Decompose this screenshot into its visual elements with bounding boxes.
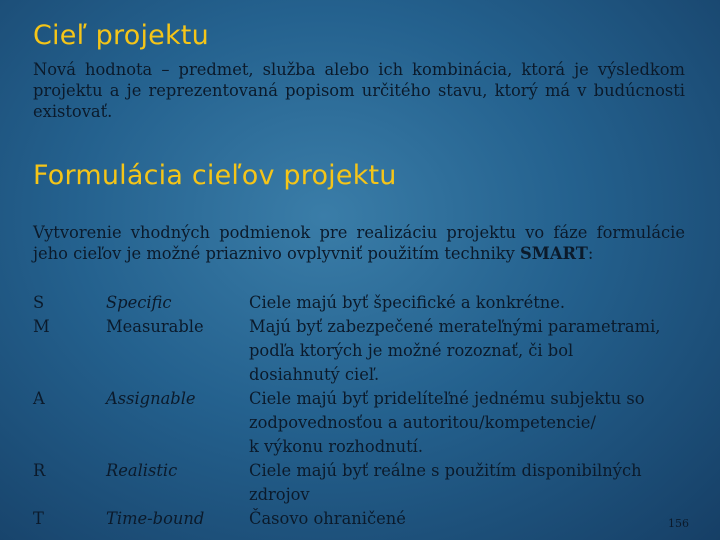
smart-desc-line: Majú byť zabezpečené merateľnými parametrami,	[249, 317, 661, 336]
intro-end: :	[587, 244, 594, 263]
page-number: 156	[668, 517, 689, 530]
section-body-ciel-projektu: Nová hodnota – predmet, služba alebo ich kombinácia, ktorá je výsledkom projektu a je reprezentovaná popisom určitého stavu, ktorý má v budúcnosti existovať.	[33, 60, 685, 121]
smart-term: Time-bound	[106, 509, 205, 528]
section-title-formulacia: Formulácia cieľov projektu	[33, 160, 397, 191]
smart-letter: A	[33, 389, 45, 408]
smart-letter: R	[33, 461, 46, 480]
smart-desc-line: zodpovednosťou a autoritou/kompetencie/	[249, 413, 596, 432]
section-title-ciel-projektu: Cieľ projektu	[33, 20, 209, 51]
smart-desc	[249, 315, 689, 387]
smart-desc-line: k výkonu rozhodnutí.	[249, 437, 424, 456]
smart-term: Realistic	[106, 461, 178, 480]
smart-desc-line: Ciele majú byť reálne s použitím disponibilných	[249, 461, 642, 480]
smart-desc	[249, 459, 689, 507]
smart-letter: T	[33, 509, 44, 528]
smart-letter: S	[33, 293, 45, 312]
smart-desc-line: podľa ktorých je možné rozoznať, či bol	[249, 341, 574, 360]
intro-text: Vytvorenie vhodných podmienok pre realizáciu projektu vo fáze formulácie jeho cieľov je možné priaznivo ovplyvniť použitím techniky	[33, 223, 685, 263]
smart-keyword: SMART	[520, 244, 588, 263]
smart-letter: M	[33, 317, 50, 336]
smart-desc-line: zdrojov	[249, 485, 310, 504]
smart-desc: Ciele majú byť špecifické a konkrétne.	[249, 293, 566, 312]
smart-term: Measurable	[106, 317, 204, 336]
smart-desc-line: Ciele majú byť pridelíteľné jednému subjektu so	[249, 389, 645, 408]
smart-desc	[249, 387, 689, 459]
smart-term: Assignable	[106, 389, 196, 408]
smart-desc: Časovo ohraničené	[249, 509, 406, 528]
smart-term: Specific	[106, 293, 172, 312]
section-intro-formulacia	[33, 222, 685, 264]
smart-desc-line: dosiahnutý cieľ.	[249, 365, 380, 384]
